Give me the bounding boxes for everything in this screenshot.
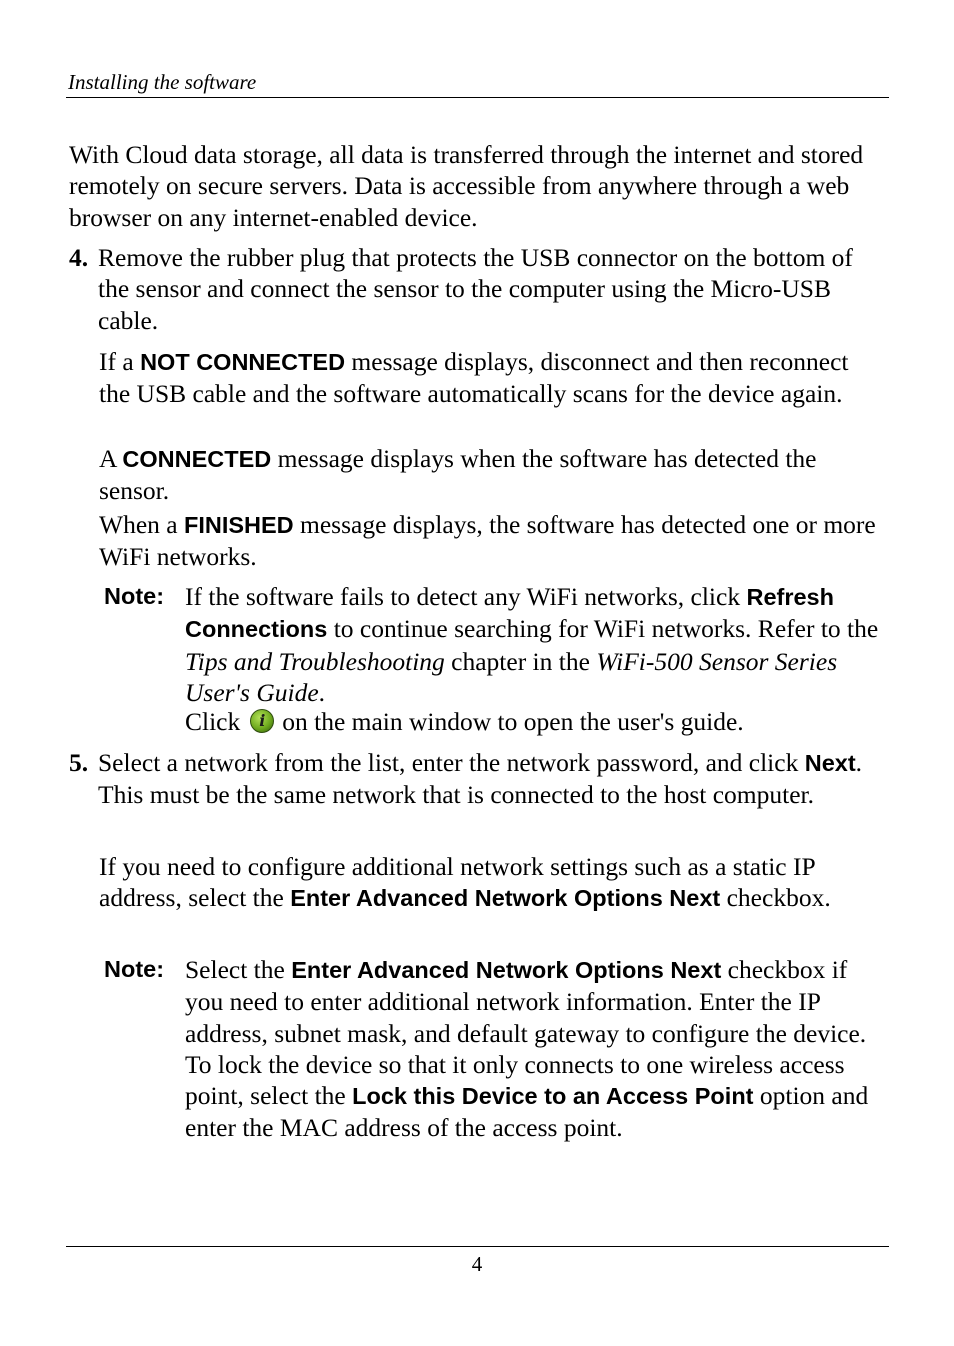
connected-term: CONNECTED bbox=[122, 446, 272, 472]
running-header: Installing the software bbox=[68, 70, 257, 94]
step-4-note-text: If the software fails to detect any WiFi networks, click Refresh Connections to continue searching for WiFi networks. Refer to the Tips and Troubleshooting chapter in the WiFi-500 Sensor Series User's Guide. bbox=[185, 582, 879, 707]
step-5-number: 5. bbox=[69, 748, 89, 777]
info-icon bbox=[250, 709, 274, 733]
advanced-options-term-note: Enter Advanced Network Options Next bbox=[291, 957, 722, 983]
step-5-advanced-paragraph: If you need to configure additional network settings such as a static IP address, select the Enter Advanced Network Options Next checkbox. bbox=[99, 852, 831, 913]
step-4-text: Remove the rubber plug that protects the USB connector on the bottom of the sensor and connect the sensor to the computer using the Micro-USB cable. bbox=[98, 243, 853, 335]
not-connected-term: NOT CONNECTED bbox=[140, 349, 346, 375]
step-4-connected-paragraph: A CONNECTED message displays when the software has detected the sensor. bbox=[99, 444, 817, 506]
advanced-options-term: Enter Advanced Network Options Next bbox=[290, 885, 721, 912]
step-5-text: Select a network from the list, enter the network password, and click Next. This must be the same network that is connected to the host computer. bbox=[98, 748, 863, 810]
page-number: 4 bbox=[471, 1252, 483, 1276]
footer-divider bbox=[66, 1246, 889, 1247]
step-4-finished-paragraph: When a FINISHED message displays, the software has detected one or more WiFi networks. bbox=[99, 510, 876, 572]
next-term: Next bbox=[804, 750, 856, 776]
step-4-note-label: Note: bbox=[104, 583, 165, 609]
users-guide-ref: WiFi-500 Sensor Series User's Guide bbox=[185, 646, 838, 707]
tips-troubleshooting-ref: Tips and Troubleshooting bbox=[185, 646, 445, 676]
finished-term: FINISHED bbox=[183, 512, 294, 538]
step-4-number: 4. bbox=[69, 243, 89, 272]
step-4-not-connected-paragraph: If a NOT CONNECTED message displays, disconnect and then reconnect the USB cable and the software automatically scans for the device again. bbox=[99, 347, 849, 409]
step-4-note-click-line: Clicki on the main window to open the user's guide. bbox=[185, 706, 890, 737]
lock-device-term: Lock this Device to an Access Point bbox=[352, 1083, 754, 1110]
header-divider bbox=[66, 97, 889, 98]
step-5-note-label: Note: bbox=[104, 956, 165, 982]
refresh-connections-term: Refresh Connections bbox=[185, 584, 834, 643]
intro-paragraph: With Cloud data storage, all data is transferred through the internet and stored remotely on secure servers. Data is accessible from anywhere through a web browser on any internet-enabled device. bbox=[69, 140, 864, 232]
step-5-note-text: Select the Enter Advanced Network Options Next checkbox if you need to enter additional network information. Enter the IP address, subnet mask, and default gateway to configure the device. To lock the device so that it only connects to one wireless access point, select the Lock this Device to an Access Point option and enter the MAC address of the access point. bbox=[185, 955, 869, 1143]
